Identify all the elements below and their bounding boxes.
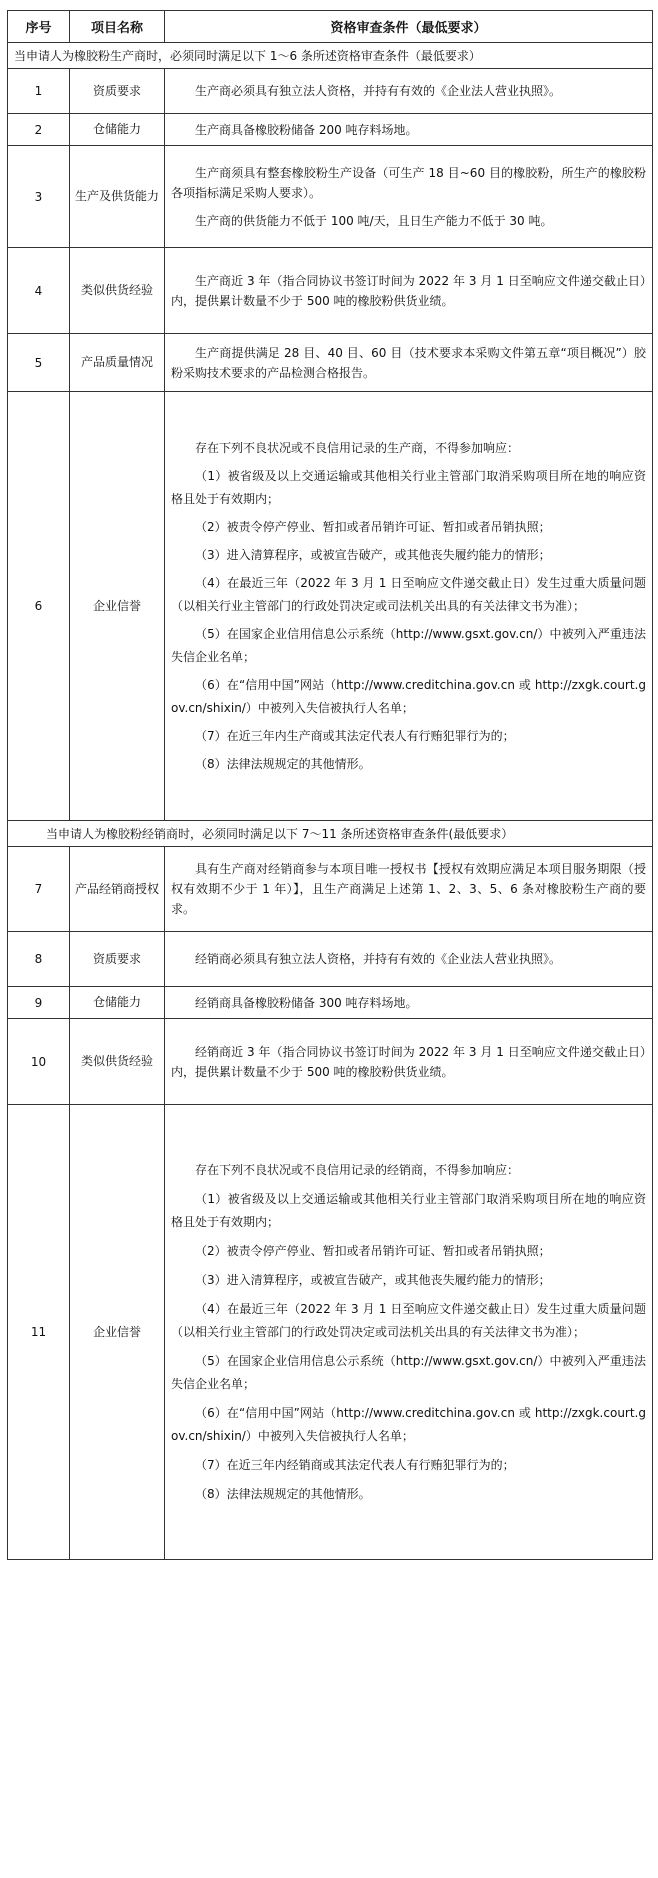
row-number: 6 [8, 392, 70, 821]
requirement-text: 存在下列不良状况或不良信用记录的经销商，不得参加响应： [195, 1162, 520, 1177]
row-number: 4 [8, 248, 70, 334]
requirement-text: 经销商必须具有独立法人资格，并持有有效的《企业法人营业执照》。 [195, 952, 562, 966]
requirement-text: （8）法律法规规定的其他情形。 [195, 1486, 371, 1501]
row-requirements [165, 392, 653, 821]
requirement-text: （3）进入清算程序，或被宣告破产，或其他丧失履约能力的情形； [195, 1272, 551, 1287]
row-number: 2 [8, 114, 70, 146]
requirement-text: 生产商必须具有独立法人资格，并持有有效的《企业法人营业执照》。 [195, 84, 562, 98]
header-requirements: 资格审查条件（最低要求） [165, 11, 653, 43]
table-row [8, 847, 653, 932]
requirement-text: （1）被省级及以上交通运输或其他相关行业主管部门取消采购项目所在地的响应资格且处于有效期内； [171, 468, 646, 506]
header-item-name: 项目名称 [70, 11, 165, 43]
row-requirements [165, 146, 653, 248]
row-number: 10 [8, 1019, 70, 1105]
requirement-text: 存在下列不良状况或不良信用记录的生产商，不得参加响应： [195, 440, 520, 455]
row-item-name: 仓储能力 [70, 987, 165, 1019]
requirement-text: 生产商提供满足 28 目、40 目、60 目（技术要求本采购文件第五章“项目概况”）胶粉采购技术要求的产品检测合格报告。 [171, 345, 646, 380]
requirement-text: 经销商具备橡胶粉储备 300 吨存料场地。 [195, 995, 418, 1010]
table-row [8, 114, 653, 146]
table-row [8, 334, 653, 392]
table-row [8, 392, 653, 821]
row-requirements [165, 1105, 653, 1560]
row-item-name: 企业信誉 [70, 392, 165, 821]
row-requirements [165, 932, 653, 987]
row-number: 9 [8, 987, 70, 1019]
header-serial: 序号 [8, 11, 70, 43]
section-title-distributor: 当申请人为橡胶粉经销商时，必须同时满足以下 7～11 条所述资格审查条件(最低要求） [8, 821, 653, 847]
row-item-name: 企业信誉 [70, 1105, 165, 1560]
table-row [8, 248, 653, 334]
row-requirements [165, 69, 653, 114]
row-number: 5 [8, 334, 70, 392]
table-row [8, 146, 653, 248]
row-requirements [165, 248, 653, 334]
row-requirements [165, 1019, 653, 1105]
requirement-text: 经销商近 3 年（指合同协议书签订时间为 2022 年 3 月 1 日至响应文件递交截止日）内，提供累计数量不少于 500 吨的橡胶粉供货业绩。 [171, 1044, 646, 1079]
row-item-name: 产品经销商授权 [70, 847, 165, 932]
row-number: 11 [8, 1105, 70, 1560]
row-requirements [165, 114, 653, 146]
row-item-name: 类似供货经验 [70, 1019, 165, 1105]
requirement-text: （4）在最近三年（2022 年 3 月 1 日至响应文件递交截止日）发生过重大质量问题（以相关行业主管部门的行政处罚决定或司法机关出具的有关法律文书为准）； [171, 575, 646, 613]
qualification-table [7, 10, 653, 1560]
section-row-distributor [8, 821, 653, 847]
requirement-text: （6）在“信用中国”网站（http://www.creditchina.gov.cn 或 http://zxgk.court.gov.cn/shixin/）中被列入失信被执行人名单； [171, 677, 646, 715]
table-row [8, 932, 653, 987]
table-row [8, 69, 653, 114]
requirement-text: 生产商近 3 年（指合同协议书签订时间为 2022 年 3 月 1 日至响应文件递交截止日）内，提供累计数量不少于 500 吨的橡胶粉供货业绩。 [171, 273, 646, 308]
requirement-text: （2）被责令停产停业、暂扣或者吊销许可证、暂扣或者吊销执照； [195, 1243, 551, 1258]
table-row [8, 1019, 653, 1105]
row-number: 8 [8, 932, 70, 987]
requirement-text: （5）在国家企业信用信息公示系统（http://www.gsxt.gov.cn/）中被列入严重违法失信企业名单； [171, 1353, 646, 1391]
requirement-text: （7）在近三年内经销商或其法定代表人有行贿犯罪行为的； [195, 1457, 515, 1472]
row-item-name: 生产及供货能力 [70, 146, 165, 248]
requirement-text: （8）法律法规规定的其他情形。 [195, 756, 371, 771]
requirement-text: （6）在“信用中国”网站（http://www.creditchina.gov.cn 或 http://zxgk.court.gov.cn/shixin/）中被列入失信被执行人名单； [171, 1405, 646, 1443]
row-requirements [165, 987, 653, 1019]
requirement-text: （1）被省级及以上交通运输或其他相关行业主管部门取消采购项目所在地的响应资格且处于有效期内； [171, 1191, 646, 1229]
row-number: 3 [8, 146, 70, 248]
row-requirements [165, 847, 653, 932]
row-requirements [165, 334, 653, 392]
table-row [8, 1105, 653, 1560]
row-item-name: 仓储能力 [70, 114, 165, 146]
requirement-text: （7）在近三年内生产商或其法定代表人有行贿犯罪行为的； [195, 728, 515, 743]
requirement-text: （5）在国家企业信用信息公示系统（http://www.gsxt.gov.cn/）中被列入严重违法失信企业名单； [171, 626, 646, 664]
requirement-text: 生产商须具有整套橡胶粉生产设备（可生产 18 目~60 目的橡胶粉，所生产的橡胶粉各项指标满足采购人要求）。 [171, 165, 646, 200]
row-item-name: 产品质量情况 [70, 334, 165, 392]
requirement-text: 生产商的供货能力不低于 100 吨/天，且日生产能力不低于 30 吨。 [195, 213, 553, 228]
requirement-text: （3）进入清算程序，或被宣告破产，或其他丧失履约能力的情形； [195, 547, 551, 562]
row-number: 1 [8, 69, 70, 114]
requirement-text: （4）在最近三年（2022 年 3 月 1 日至响应文件递交截止日）发生过重大质量问题（以相关行业主管部门的行政处罚决定或司法机关出具的有关法律文书为准）； [171, 1301, 646, 1339]
table-header-row [8, 11, 653, 43]
requirement-text: 生产商具备橡胶粉储备 200 吨存料场地。 [195, 122, 418, 137]
row-item-name: 资质要求 [70, 69, 165, 114]
table-row [8, 987, 653, 1019]
requirement-text: （2）被责令停产停业、暂扣或者吊销许可证、暂扣或者吊销执照； [195, 519, 551, 534]
row-number: 7 [8, 847, 70, 932]
requirement-text: 具有生产商对经销商参与本项目唯一授权书【授权有效期应满足本项目服务期限（授权有效期不少于 1 年）】，且生产商满足上述第 1、2、3、5、6 条对橡胶粉生产商的要求。 [171, 862, 646, 916]
section-row-producer [8, 43, 653, 69]
row-item-name: 类似供货经验 [70, 248, 165, 334]
section-title-producer: 当申请人为橡胶粉生产商时，必须同时满足以下 1～6 条所述资格审查条件（最低要求） [8, 43, 653, 69]
row-item-name: 资质要求 [70, 932, 165, 987]
